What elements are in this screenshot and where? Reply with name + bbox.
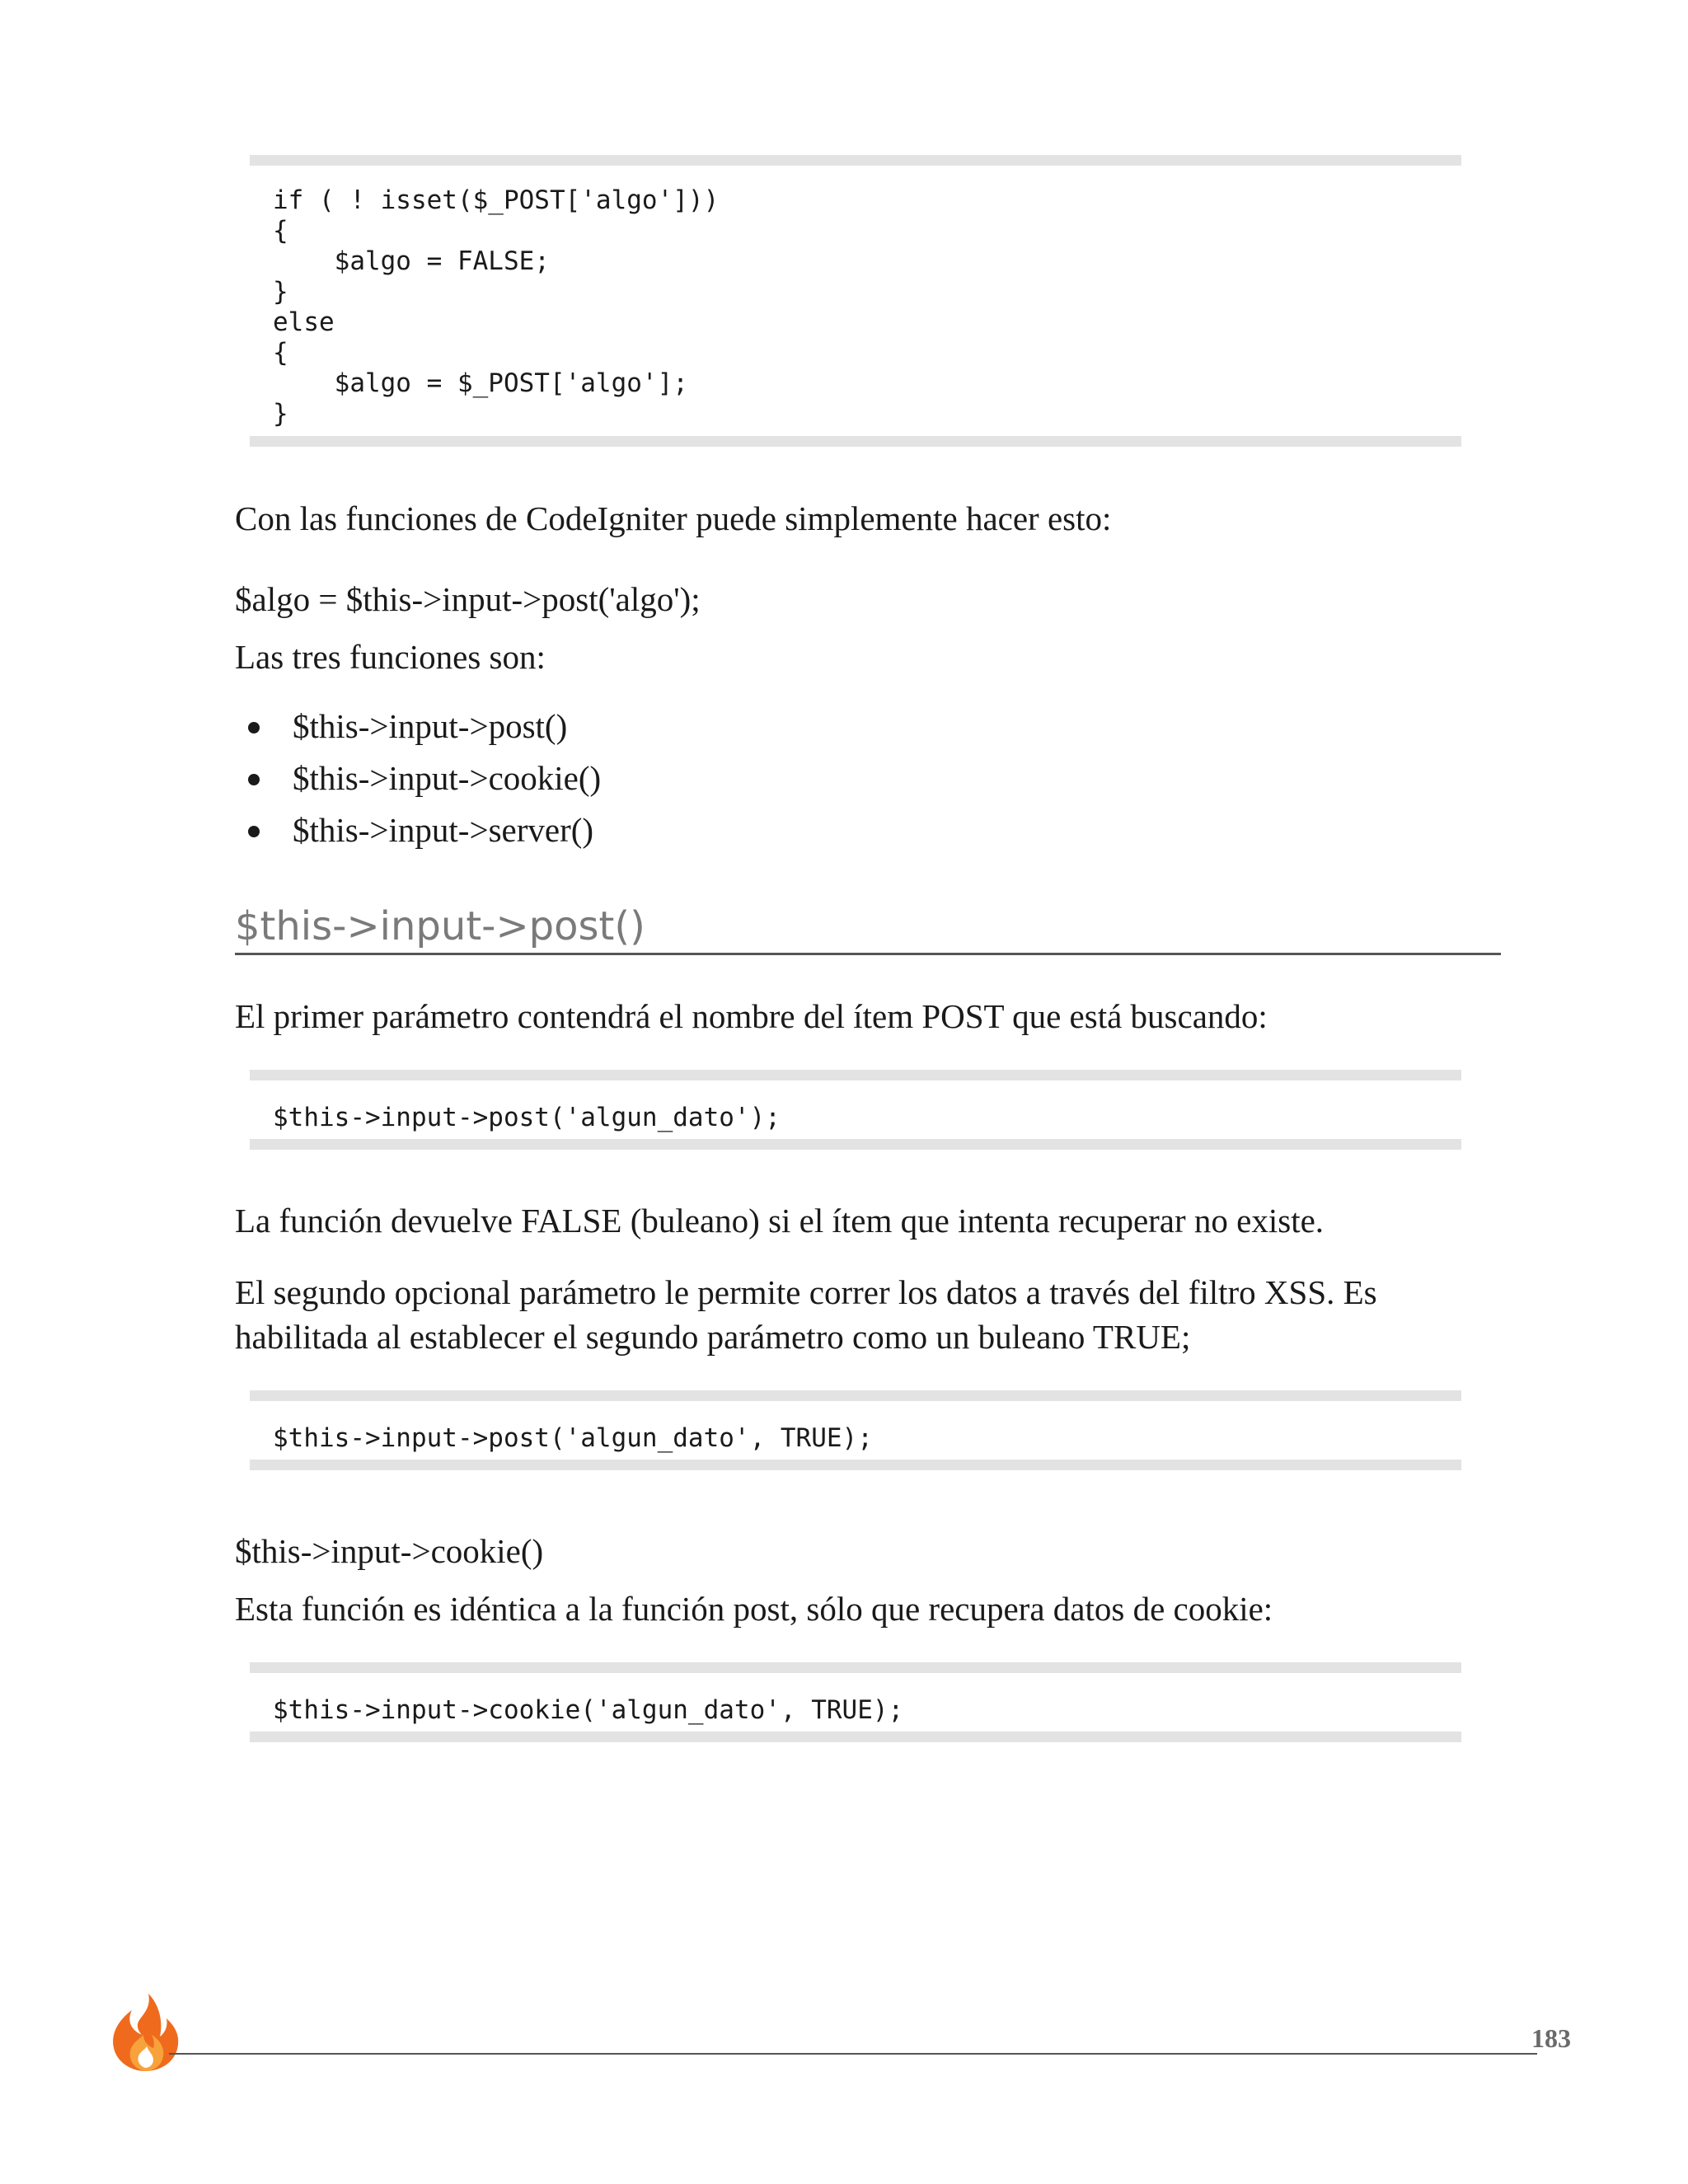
false-note: La función devuelve FALSE (buleano) si el ítem que intenta recuperar no existe. — [235, 1202, 1325, 1240]
code-line: } — [273, 399, 288, 429]
functions-intro: Las tres funciones son: — [235, 638, 546, 676]
codeigniter-flame-icon — [106, 1990, 181, 2073]
cookie-heading: $this->input->cookie() — [235, 1532, 544, 1570]
code-line: else — [273, 307, 335, 337]
cookie-description: Esta función es idéntica a la función post, sólo que recupera datos de cookie: — [235, 1590, 1273, 1628]
bullet-icon — [248, 774, 260, 785]
footer-rule — [169, 2053, 1537, 2055]
list-item-label: $this->input->cookie() — [293, 759, 602, 797]
code-block-isset — [250, 155, 1461, 447]
list-item-label: $this->input->post() — [293, 707, 568, 745]
code-line: { — [273, 338, 288, 368]
code-line: } — [273, 277, 288, 307]
code-line: $this->input->post('algun_dato', TRUE); — [273, 1423, 873, 1453]
page-number: 183 — [1531, 2023, 1571, 2053]
list-item — [235, 701, 601, 752]
list-item — [235, 804, 601, 856]
inline-example: $algo = $this->input->post('algo'); — [235, 580, 701, 618]
list-item-label: $this->input->server() — [293, 811, 594, 849]
code-block-cookie — [250, 1662, 1461, 1742]
code-block-post-xss — [250, 1390, 1461, 1470]
bullet-icon — [248, 722, 260, 733]
code-line: $this->input->cookie('algun_dato', TRUE); — [273, 1695, 904, 1725]
section-heading: $this->input->post() — [235, 902, 1501, 955]
code-line: $algo = $_POST['algo']; — [273, 368, 688, 398]
code-line: $algo = FALSE; — [273, 246, 550, 276]
code-line: if ( ! isset($_POST['algo'])) — [273, 185, 720, 215]
code-line: { — [273, 216, 288, 246]
code-line: $this->input->post('algun_dato'); — [273, 1103, 781, 1132]
intro-paragraph: Con las funciones de CodeIgniter puede simplemente hacer esto: — [235, 499, 1112, 537]
functions-list — [235, 701, 601, 856]
bullet-icon — [248, 826, 260, 837]
xss-note: El segundo opcional parámetro le permite correr los datos a través del filtro XSS. Es habilitada al establecer el segundo parámetro como un buleano TRUE; — [235, 1273, 1377, 1356]
post-description: El primer parámetro contendrá el nombre del ítem POST que está buscando: — [235, 997, 1268, 1035]
list-item — [235, 752, 601, 804]
code-block-post — [250, 1070, 1461, 1150]
